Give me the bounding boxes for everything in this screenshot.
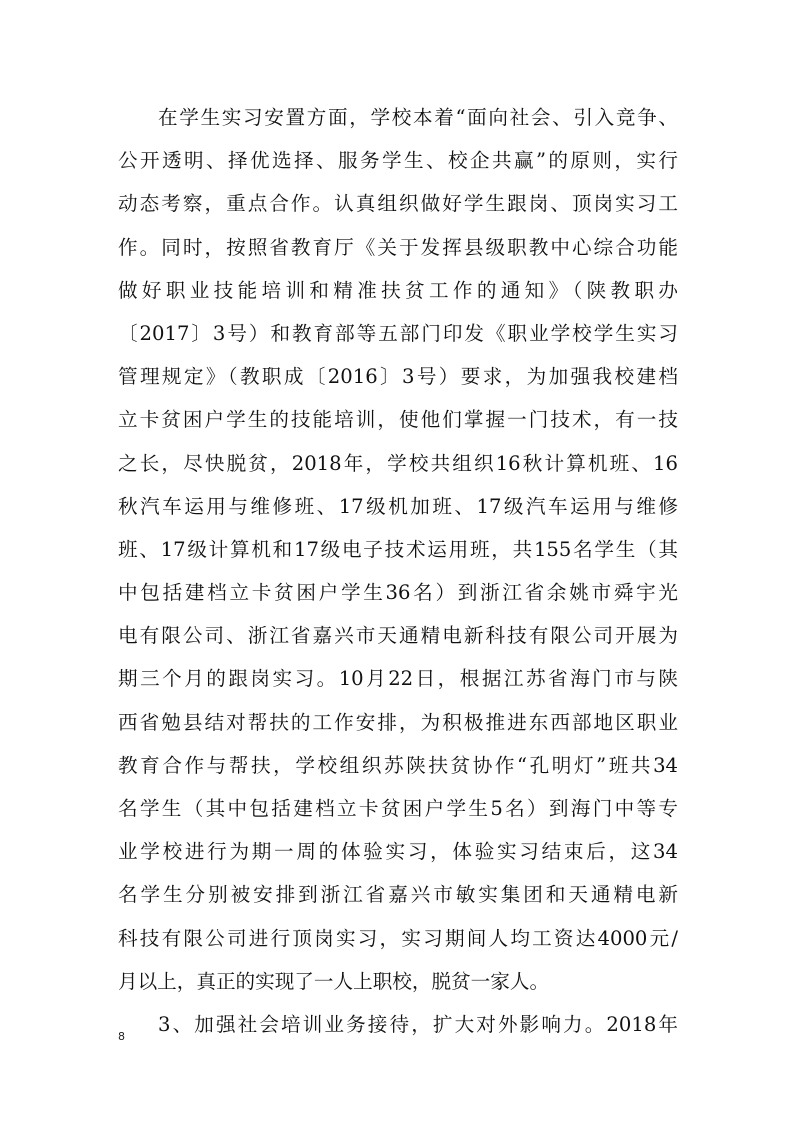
page-number: 8: [118, 1030, 125, 1043]
text-line: 期三个月的跟岗实习。10月22日，根据江苏省海门市与陕: [118, 667, 678, 691]
paragraph-internship: [118, 96, 678, 1003]
text-line: 3、加强社会培训业务接待，扩大对外影响力。2018年: [158, 1012, 678, 1036]
text-line: 中包括建档立卡贫困户学生36名）到浙江省余姚市舜宇光: [118, 581, 678, 605]
body-text: [118, 96, 678, 1046]
text-line: 立卡贫困户学生的技能培训，使他们掌握一门技术，有一技: [118, 408, 678, 432]
text-line: 在学生实习安置方面，学校本着“面向社会、引入竞争、: [158, 106, 678, 129]
text-line: 秋汽车运用与维修班、17级机加班、17级汽车运用与维修: [118, 494, 678, 518]
text-line: 之长，尽快脱贫，2018年，学校共组织16秋计算机班、16: [118, 451, 678, 475]
text-line: 〔2017〕3号）和教育部等五部门印发《职业学校学生实习: [118, 321, 678, 345]
text-line: 公开透明、择优选择、服务学生、校企共赢”的原则，实行: [118, 149, 678, 173]
text-line: 月以上，真正的实现了一人上职校，脱贫一家人。: [118, 969, 550, 993]
text-line: 班、17级计算机和17级电子技术运用班，共155名学生（其: [118, 537, 678, 561]
paragraph-social-training: [118, 1003, 678, 1046]
text-line: 名学生分别被安排到浙江省嘉兴市敏实集团和天通精电新: [118, 883, 678, 907]
text-line: 教育合作与帮扶，学校组织苏陕扶贫协作“孔明灯”班共34: [118, 753, 678, 777]
text-line: 西省勉县结对帮扶的工作安排，为积极推进东西部地区职业: [118, 710, 678, 734]
text-line: 科技有限公司进行顶岗实习，实习期间人均工资达4000元/: [118, 926, 678, 950]
text-line: 业学校进行为期一周的体验实习，体验实习结束后，这34: [118, 840, 678, 864]
text-line: 电有限公司、浙江省嘉兴市天通精电新科技有限公司开展为: [118, 624, 678, 648]
text-line: 管理规定》（教职成〔2016〕3号）要求，为加强我校建档: [118, 365, 678, 389]
text-line: 作。同时，按照省教育厅《关于发挥县级职教中心综合功能: [118, 235, 678, 259]
text-line: 动态考察，重点合作。认真组织做好学生跟岗、顶岗实习工: [118, 192, 678, 216]
text-line: 名学生（其中包括建档立卡贫困户学生5名）到海门中等专: [118, 797, 678, 820]
text-line: 做好职业技能培训和精准扶贫工作的通知》（陕教职办: [118, 278, 678, 302]
